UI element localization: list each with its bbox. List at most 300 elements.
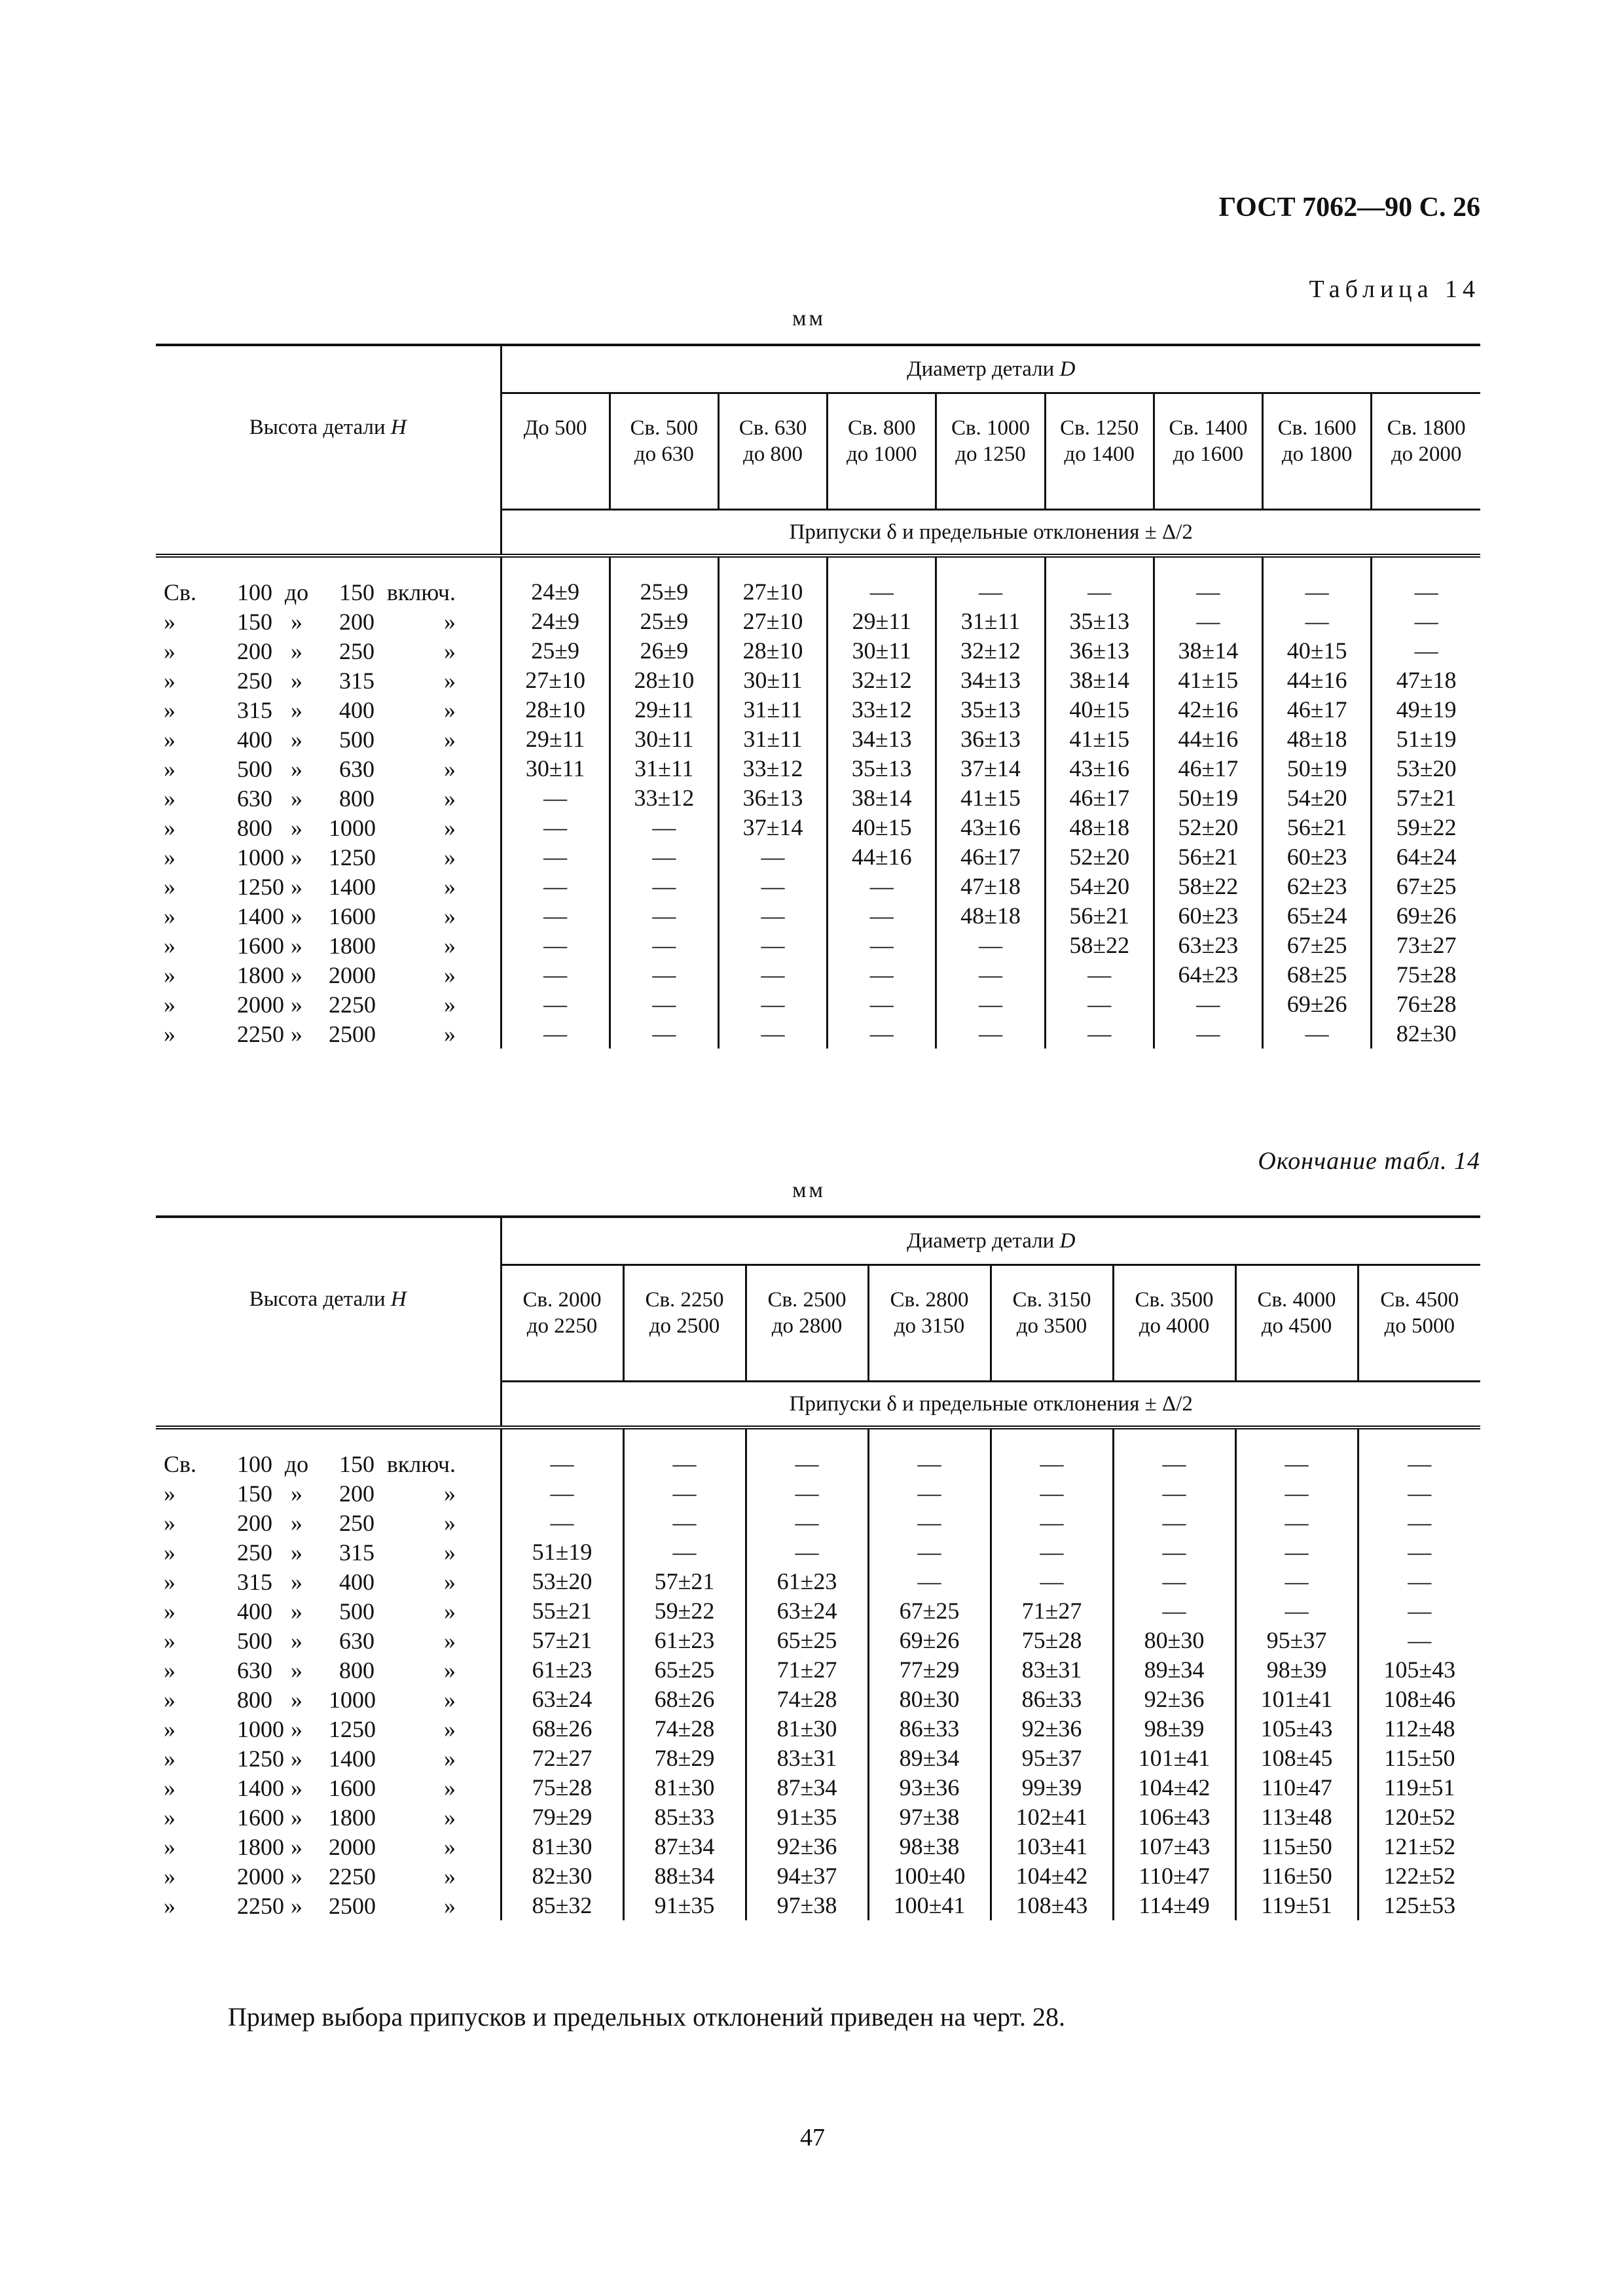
height-range-part: 1800 (329, 1804, 376, 1831)
allowance-value: — (1113, 1427, 1235, 1479)
allowance-value: 37±14 (718, 813, 827, 842)
allowance-value: — (828, 556, 936, 607)
subheader-row (156, 1382, 1480, 1428)
height-range-cell (156, 1861, 501, 1891)
height-range-part: 400 (339, 1568, 374, 1595)
allowance-value: 50±19 (1154, 783, 1262, 813)
table-row (156, 1019, 1480, 1049)
allowance-value: 104±42 (991, 1861, 1113, 1891)
allowance-value: 103±41 (991, 1832, 1113, 1861)
diameter-range-header (868, 1265, 991, 1382)
height-range-part: » (444, 1833, 456, 1860)
height-range-part: 250 (339, 1509, 374, 1536)
height-range-part: » (291, 1892, 302, 1919)
allowance-value: 71±27 (991, 1596, 1113, 1626)
height-range-part: 1600 (237, 1804, 284, 1831)
allowance-value: 41±15 (936, 783, 1045, 813)
height-range-part: » (164, 844, 175, 870)
height-range-part: » (291, 1804, 302, 1831)
allowance-value: 68±26 (623, 1685, 746, 1714)
allowance-value: 24±9 (501, 607, 610, 636)
allowance-value: — (623, 1508, 746, 1537)
height-range-cell (156, 1891, 501, 1920)
allowance-value: 24±9 (501, 556, 610, 607)
height-range-part: » (164, 1774, 175, 1801)
allowance-value: 35±13 (1045, 607, 1154, 636)
allowance-value: 36±13 (936, 725, 1045, 754)
height-range-part: » (444, 1863, 456, 1890)
allowance-value: 27±10 (718, 607, 827, 636)
allowance-value: 44±16 (1263, 666, 1372, 695)
allowance-value: — (1235, 1427, 1358, 1479)
range-from: Св. 500 (630, 416, 699, 440)
allowance-value: — (1154, 1019, 1262, 1049)
height-range-part: » (164, 991, 175, 1018)
height-range-part: 630 (339, 1627, 374, 1654)
allowance-value: — (828, 901, 936, 931)
height-range-cell (156, 931, 501, 960)
height-range-cell (156, 1508, 501, 1537)
allowance-value: 49±19 (1396, 696, 1457, 723)
height-range-part: » (444, 1892, 456, 1919)
height-range-part: » (291, 1686, 302, 1713)
height-range-part: Св. (164, 1450, 197, 1477)
allowance-value: 62±23 (1263, 872, 1372, 901)
height-range-part: » (444, 1509, 456, 1536)
table-row (156, 1479, 1480, 1508)
allowance-value: 30±11 (828, 636, 936, 666)
allowance-value: 32±12 (828, 666, 936, 695)
allowance-value: — (868, 1537, 991, 1567)
subheader-spacer (156, 1382, 501, 1428)
range-to: до 1250 (955, 442, 1026, 466)
subheader-row (156, 510, 1480, 556)
diameter-range-header (936, 393, 1045, 510)
height-range-part: » (291, 667, 302, 694)
allowance-value: 110±47 (1113, 1861, 1235, 1891)
table-row (156, 556, 1480, 607)
allowance-value: — (718, 960, 827, 990)
height-range-part: 500 (339, 726, 374, 753)
height-range-part: » (164, 667, 175, 694)
allowance-value: — (1408, 1480, 1432, 1506)
allowance-value: 34±13 (828, 725, 936, 754)
allowance-value: 98±39 (1235, 1655, 1358, 1685)
height-range-part: » (444, 608, 456, 635)
allowance-value: 41±15 (1045, 725, 1154, 754)
allowance-value: 59±22 (1396, 814, 1457, 840)
allowance-value: 27±10 (501, 666, 610, 695)
height-range-part: 100 (237, 579, 272, 605)
allowance-value: — (936, 556, 1045, 607)
height-range-part: » (164, 637, 175, 664)
allowance-value: 48±18 (1263, 725, 1372, 754)
allowance-value: 29±11 (828, 607, 936, 636)
range-to: до 5000 (1384, 1314, 1455, 1338)
height-range-cell (156, 695, 501, 725)
allowance-value: 120±52 (1383, 1804, 1456, 1830)
height-range-part: 1250 (329, 1715, 376, 1742)
allowance-value: 34±13 (936, 666, 1045, 695)
allowance-value: 47±18 (1396, 667, 1457, 693)
height-range-part: » (291, 991, 302, 1018)
allowance-value: 85±33 (623, 1803, 746, 1832)
height-range-part: Св. (164, 579, 197, 605)
height-range-part: » (164, 1539, 175, 1566)
allowance-value: — (718, 872, 827, 901)
height-range-cell (156, 1832, 501, 1861)
allowance-value: 77±29 (868, 1655, 991, 1685)
allowance-value: — (610, 872, 718, 901)
allowance-value: 68±25 (1263, 960, 1372, 990)
allowance-value: — (501, 1479, 623, 1508)
height-range-part: » (291, 1627, 302, 1654)
allowance-value: 85±32 (501, 1891, 623, 1920)
allowance-value: 125±53 (1383, 1892, 1456, 1918)
allowance-value: 105±43 (1383, 1657, 1456, 1683)
allowance-value: 41±15 (1154, 666, 1262, 695)
allowance-value: 80±30 (1113, 1626, 1235, 1655)
height-range-cell (156, 872, 501, 901)
height-range-part: 1400 (329, 873, 376, 900)
allowance-value: 81±30 (501, 1832, 623, 1861)
table-row (156, 990, 1480, 1019)
range-from: Св. 1600 (1277, 416, 1357, 440)
diameter-range-header (1235, 1265, 1358, 1382)
table-row (156, 1537, 1480, 1567)
allowance-value: 44±16 (1154, 725, 1262, 754)
allowance-value: 100±40 (868, 1861, 991, 1891)
height-range-part: » (291, 961, 302, 988)
allowance-value: 44±16 (828, 842, 936, 872)
allowance-value: 81±30 (623, 1773, 746, 1803)
allowance-value: 69±26 (868, 1626, 991, 1655)
allowance-value: 101±41 (1235, 1685, 1358, 1714)
height-range-cell (156, 1626, 501, 1655)
height-range-part: 1600 (329, 903, 376, 929)
height-range-cell (156, 1744, 501, 1773)
allowance-value: — (991, 1427, 1113, 1479)
height-range-part: » (164, 1715, 175, 1742)
allowance-value: 67±25 (868, 1596, 991, 1626)
range-to: до 630 (634, 442, 694, 466)
allowance-value: 43±16 (1045, 754, 1154, 783)
allowance-value: 43±16 (936, 813, 1045, 842)
allowance-value: — (936, 960, 1045, 990)
allowance-value: 31±11 (610, 754, 718, 783)
height-range-part: » (291, 1745, 302, 1772)
allowance-value: 33±12 (828, 695, 936, 725)
allowance-value: — (610, 990, 718, 1019)
allowance-value: 46±17 (936, 842, 1045, 872)
allowance-value: 30±11 (610, 725, 718, 754)
allowance-value: — (501, 901, 610, 931)
allowance-value: 46±17 (1045, 783, 1154, 813)
allowance-value: 114±49 (1113, 1891, 1235, 1920)
allowance-value: 26±9 (610, 636, 718, 666)
allowance-value: 75±28 (991, 1626, 1113, 1655)
allowance-value: — (1414, 579, 1438, 605)
diameter-range-header (718, 393, 827, 510)
allowance-value: — (501, 960, 610, 990)
height-range-part: » (164, 785, 175, 812)
table-row (156, 754, 1480, 783)
allowance-value: — (1235, 1567, 1358, 1596)
allowance-value: 91±35 (623, 1891, 746, 1920)
allowance-value: 56±21 (1154, 842, 1262, 872)
allowance-value: 38±14 (828, 783, 936, 813)
height-range-part: 1000 (237, 1715, 284, 1742)
height-variable: H (390, 1287, 407, 1312)
table-row (156, 872, 1480, 901)
range-to: до 1600 (1173, 442, 1244, 466)
allowance-value: — (1263, 556, 1372, 607)
allowance-value: 54±20 (1263, 783, 1372, 813)
range-from: Св. 630 (739, 416, 807, 440)
allowance-value: — (746, 1427, 868, 1479)
allowance-value: — (718, 901, 827, 931)
allowance-value: — (610, 960, 718, 990)
allowance-value: 28±10 (501, 695, 610, 725)
allowance-value: 40±15 (1263, 636, 1372, 666)
allowance-value: 71±27 (746, 1655, 868, 1685)
allowance-value: 76±28 (1396, 991, 1457, 1017)
range-from: Св. 1400 (1169, 416, 1248, 440)
allowance-value: — (1414, 608, 1438, 634)
allowance-subheader: Припуски δ и предельные отклонения ± Δ/2 (501, 510, 1480, 556)
height-range-cell (156, 813, 501, 842)
allowance-value: 61±23 (746, 1567, 868, 1596)
height-range-part: » (164, 903, 175, 929)
range-to: до 3500 (1016, 1314, 1087, 1338)
height-range-part: » (444, 1745, 456, 1772)
allowance-value: 108±46 (1383, 1686, 1456, 1712)
allowance-value: — (1113, 1596, 1235, 1626)
height-range-cell (156, 1427, 501, 1479)
allowance-value: 54±20 (1045, 872, 1154, 901)
height-range-part: » (164, 1833, 175, 1860)
diameter-variable: D (1059, 357, 1076, 381)
allowance-value: 82±30 (501, 1861, 623, 1891)
allowance-value: 94±37 (746, 1861, 868, 1891)
range-from: Св. 4000 (1257, 1288, 1336, 1312)
allowance-value: 29±11 (610, 695, 718, 725)
diameter-label: Диаметр детали (907, 1229, 1055, 1253)
height-range-part: » (291, 1863, 302, 1890)
allowance-value: 61±23 (501, 1655, 623, 1685)
table-row (156, 636, 1480, 666)
table-row (156, 725, 1480, 754)
height-range-part: 800 (237, 1686, 272, 1713)
allowance-value: 74±28 (746, 1685, 868, 1714)
allowance-value: 38±14 (1154, 636, 1262, 666)
allowance-value: 110±47 (1235, 1773, 1358, 1803)
allowance-value: 95±37 (1235, 1626, 1358, 1655)
allowance-value: 65±25 (623, 1655, 746, 1685)
height-range-part: 630 (237, 785, 272, 812)
height-range-cell (156, 1685, 501, 1714)
height-range-part: » (164, 961, 175, 988)
allowance-value: — (868, 1479, 991, 1508)
allowance-value: — (623, 1479, 746, 1508)
height-range-part: » (291, 637, 302, 664)
height-range-part: 400 (237, 726, 272, 753)
allowance-value: — (1408, 1568, 1432, 1594)
height-range-part: » (444, 726, 456, 753)
allowance-value: 119±51 (1384, 1774, 1455, 1801)
allowance-value: — (1113, 1537, 1235, 1567)
height-range-part: » (164, 1509, 175, 1536)
height-range-part: 400 (237, 1598, 272, 1624)
allowance-value: — (1045, 556, 1154, 607)
height-range-part: 2000 (329, 961, 376, 988)
height-range-cell (156, 1714, 501, 1744)
height-range-part: включ. (386, 579, 456, 605)
allowance-value: — (623, 1427, 746, 1479)
height-range-part: 1800 (237, 1833, 284, 1860)
allowance-value: 37±14 (936, 754, 1045, 783)
height-range-part: 800 (237, 814, 272, 841)
allowance-value: — (828, 990, 936, 1019)
diameter-range-header (991, 1265, 1113, 1382)
allowance-value: — (501, 783, 610, 813)
height-range-part: 1000 (237, 844, 284, 870)
allowance-value: 104±42 (1113, 1773, 1235, 1803)
height-range-part: » (164, 726, 175, 753)
height-column-header (156, 1217, 501, 1382)
height-range-part: » (444, 1539, 456, 1566)
height-range-part: » (164, 1686, 175, 1713)
allowance-value: — (718, 1019, 827, 1049)
range-from: Св. 4500 (1380, 1288, 1459, 1312)
range-from: Св. 2000 (522, 1288, 602, 1312)
allowance-value: 32±12 (936, 636, 1045, 666)
height-range-part: » (444, 903, 456, 929)
range-from: До 500 (523, 416, 587, 440)
height-range-part: 150 (237, 1480, 272, 1507)
allowance-value: 78±29 (623, 1744, 746, 1773)
allowance-value: — (746, 1479, 868, 1508)
height-range-cell (156, 666, 501, 695)
height-range-part: » (164, 1598, 175, 1624)
height-range-part: » (444, 1774, 456, 1801)
range-to: до 2800 (771, 1314, 843, 1338)
allowance-value: — (610, 901, 718, 931)
height-range-cell (156, 556, 501, 607)
range-to: до 2250 (526, 1314, 598, 1338)
height-range-cell (156, 783, 501, 813)
height-range-part: 500 (237, 1627, 272, 1654)
height-variable: H (390, 416, 407, 440)
allowance-value: 121±52 (1383, 1833, 1456, 1859)
height-label: Высота детали (249, 1287, 386, 1312)
height-range-part: 500 (339, 1598, 374, 1624)
allowance-value: — (868, 1567, 991, 1596)
height-range-part: » (291, 1774, 302, 1801)
height-range-part: 2000 (237, 991, 284, 1018)
allowance-value: — (1045, 990, 1154, 1019)
height-range-part: » (164, 1804, 175, 1831)
allowance-value: 30±11 (501, 754, 610, 783)
range-to: до 4000 (1139, 1314, 1210, 1338)
allowance-value: 86±33 (991, 1685, 1113, 1714)
height-range-cell (156, 1567, 501, 1596)
height-range-part: 1250 (329, 844, 376, 870)
table-row (156, 666, 1480, 695)
allowance-table-2 (156, 1215, 1480, 1920)
allowance-value: — (1408, 1450, 1432, 1477)
allowance-value: 51±19 (1396, 726, 1457, 752)
allowance-value: 51±19 (501, 1537, 623, 1567)
allowance-value: 29±11 (501, 725, 610, 754)
diameter-range-header (1263, 393, 1372, 510)
allowance-value: 31±11 (718, 725, 827, 754)
height-range-part: до (284, 1450, 309, 1477)
height-range-part: » (164, 608, 175, 635)
allowance-value: 69±26 (1263, 990, 1372, 1019)
height-range-part: » (444, 1598, 456, 1624)
allowance-value: 83±31 (746, 1744, 868, 1773)
subheader-spacer (156, 510, 501, 556)
height-range-part: 200 (339, 1480, 374, 1507)
allowance-value: 75±28 (1396, 961, 1457, 988)
allowance-value: — (501, 990, 610, 1019)
allowance-value: 88±34 (623, 1861, 746, 1891)
height-range-cell (156, 1019, 501, 1049)
height-range-part: 1800 (329, 932, 376, 959)
height-range-cell (156, 725, 501, 754)
allowance-value: 63±24 (501, 1685, 623, 1714)
allowance-value: 108±45 (1235, 1744, 1358, 1773)
table-row (156, 1655, 1480, 1685)
height-range-part: включ. (386, 1450, 456, 1477)
height-range-part: » (444, 814, 456, 841)
table1-caption: Таблица 14 (1309, 276, 1480, 303)
height-range-part: 1000 (329, 1686, 376, 1713)
height-range-part: » (444, 844, 456, 870)
table-row (156, 1744, 1480, 1773)
allowance-value: — (828, 931, 936, 960)
height-range-part: » (444, 696, 456, 723)
range-to: до 1000 (846, 442, 917, 466)
height-range-part: » (444, 961, 456, 988)
height-range-part: » (444, 785, 456, 812)
allowance-value: 25±9 (610, 556, 718, 607)
height-range-cell (156, 1596, 501, 1626)
allowance-value: 67±25 (1396, 873, 1457, 899)
height-range-part: » (164, 1568, 175, 1595)
height-range-part: » (291, 1833, 302, 1860)
height-range-part: » (444, 1020, 456, 1047)
diameter-range-header (1045, 393, 1154, 510)
allowance-value: 68±26 (501, 1714, 623, 1744)
allowance-value: — (1154, 990, 1262, 1019)
allowance-value: 63±23 (1154, 931, 1262, 960)
allowance-value: 56±21 (1045, 901, 1154, 931)
height-range-cell (156, 842, 501, 872)
range-from: Св. 3500 (1135, 1288, 1214, 1312)
header-row (156, 345, 1480, 393)
allowance-value: — (1113, 1479, 1235, 1508)
allowance-value: 61±23 (623, 1626, 746, 1655)
diameter-range-header (746, 1265, 868, 1382)
allowance-value: 25±9 (610, 607, 718, 636)
height-range-part: » (444, 1657, 456, 1683)
allowance-value: 31±11 (936, 607, 1045, 636)
height-range-part: 1800 (237, 961, 284, 988)
table-row (156, 1626, 1480, 1655)
allowance-value: 74±28 (623, 1714, 746, 1744)
